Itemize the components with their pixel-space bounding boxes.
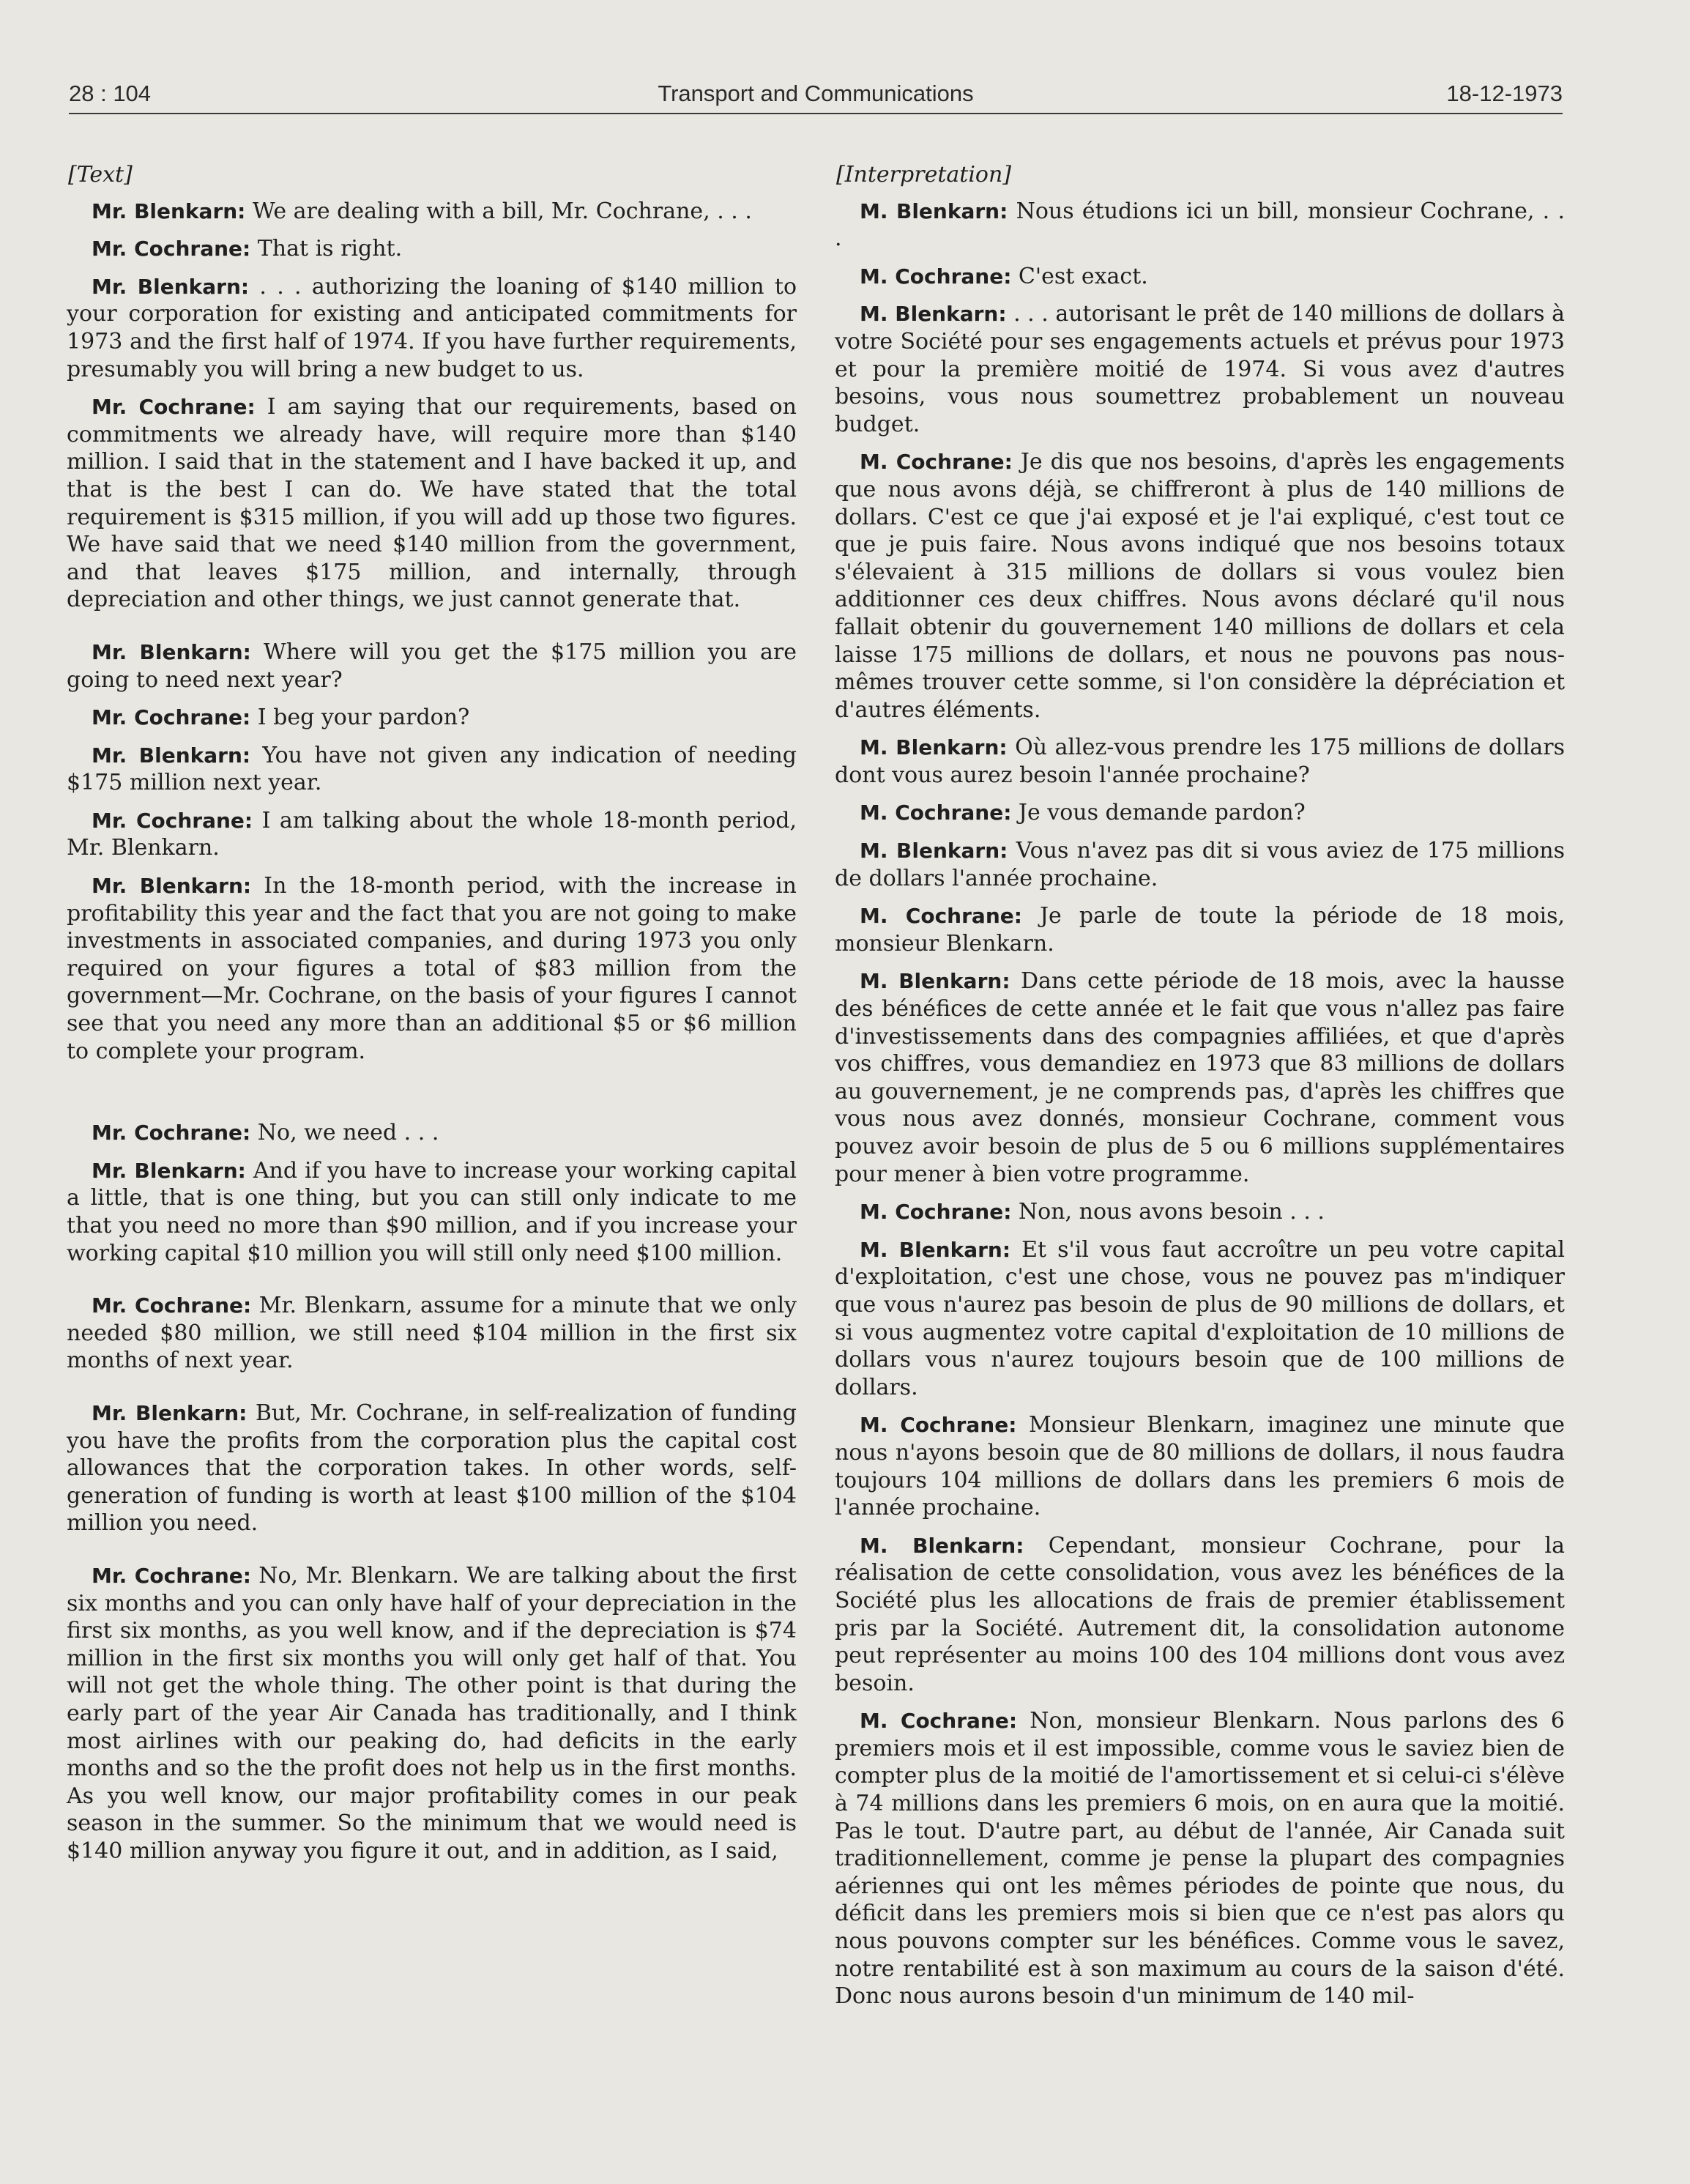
french-section-tag: [Interpretation] [836,162,1012,187]
speech-text: Mr. Blenkarn, assume for a minute that we only needed $80 million, we still need $104 million in the first six months of next year. [67,1293,797,1374]
speech-text: And if you have to increase your working capital a little, that is one thing, but you can still only indicate to me that you need no more than $90 million, and if you increase your working capital $10 million you will still only need $100 million. [67,1157,797,1266]
publication-title: Transport and Communications [658,81,974,106]
speaker-name: Mr. Blenkarn: [92,743,251,768]
french-paragraph [835,448,1565,724]
speaker-name: M. Blenkarn: [860,1533,1024,1558]
speech-text: . . . authorizing the loaning of $140 million to your corporation for existing and anticipated commitments for 1973 and the first half of 1974. If you have further requirements, presumably you will bring a new budget to us. [67,273,797,382]
speech-text: I am talking about the whole 18-month period, Mr. Blenkarn. [67,807,797,861]
english-paragraph [67,742,797,797]
speaker-name: M. Blenkarn: [860,839,1008,863]
english-paragraph [67,273,797,383]
english-paragraph [67,393,797,614]
french-paragraph [835,1411,1565,1521]
speech-text: Et s'il vous faut accroître un peu votre capital d'exploitation, c'est une chose, vous ne pouvez pas m'indiquer que vous n'aurez pas besoin de plus de 90 millions de dollars, et si vous augmentez votre capital d'exploitation de 10 millions de dollars vous n'aurez toujours besoin que de 100 millions de dollars. [835,1236,1565,1400]
speaker-name: Mr. Blenkarn: [92,639,251,664]
speaker-name: Mr. Cochrane: [92,1563,251,1588]
french-paragraph [835,1532,1565,1698]
speech-text: . . . autorisant le prêt de 140 millions de dollars à votre Société pour ses engagements actuels et prévus pour 1973 et pour la première moitié de 1974. Si vous avez d'autres besoins, vous nous soumettrez probablement un nouveau budget. [835,301,1565,437]
speaker-name: M. Cochrane: [860,264,1012,289]
speaker-name: M. Cochrane: [860,450,1013,475]
speaker-name: M. Cochrane: [860,1200,1012,1225]
speech-text: Nous étudions ici un bill, monsieur Cochrane, . . . [835,198,1565,252]
french-paragraph [835,1707,1565,2010]
speaker-name: Mr. Cochrane: [92,705,251,730]
speech-text: Je parle de toute la période de 18 mois, monsieur Blenkarn. [835,903,1565,957]
french-paragraph [835,198,1565,253]
speaker-name: M. Blenkarn: [860,969,1010,994]
english-paragraph [67,872,797,1065]
french-paragraph [835,1198,1565,1226]
english-paragraph [67,1119,797,1147]
french-paragraph [835,967,1565,1188]
speech-text: In the 18-month period, with the increase in profitability this year and the fact that you are not going to make investments in associated companies, and during 1973 you only required on your figures a total of $83 million from the government—Mr. Cochrane, on the basis of your figures I cannot see that you need any more than an additional $5 or $6 million to complete your program. [67,873,797,1064]
speaker-name: Mr. Cochrane: [92,395,256,420]
english-column [67,161,797,1875]
speech-text: No, we need . . . [250,1120,439,1146]
speaker-name: M. Blenkarn: [860,302,1007,327]
speech-text: Cependant, monsieur Cochrane, pour la réalisation de cette consolidation, vous avez les bénéfices de la Société plus les allocations de frais de premier établissement pris par la Société. Autrement dit, la consolidation autonome peut représenter au moins 100 des 104 millions dont vous avez besoin. [835,1532,1565,1696]
speech-text: Monsieur Blenkarn, imaginez une minute que nous n'ayons besoin que de 80 millions de dollars, il nous faudra toujours 104 millions de dollars dans les premiers 6 mois de l'année prochaine. [835,1412,1566,1521]
english-paragraph [67,235,797,263]
french-column [835,161,1565,2021]
speaker-name: M. Blenkarn: [860,1237,1011,1262]
speaker-name: Mr. Cochrane: [92,237,251,261]
speaker-name: Mr. Blenkarn: [92,1400,247,1425]
speaker-name: Mr. Blenkarn: [92,874,252,899]
speaker-name: Mr. Blenkarn: [92,1158,246,1183]
speech-text: You have not given any indication of needing $175 million next year. [67,742,797,796]
speech-text: Où allez-vous prendre les 175 millions de dollars dont vous aurez besoin l'année prochaine? [835,735,1565,788]
running-header [69,76,1563,114]
speaker-name: M. Cochrane: [860,1709,1018,1734]
english-paragraph [67,198,797,226]
speech-text: Dans cette période de 18 mois, avec la hausse des bénéfices de cette année et le fait que vous n'allez pas faire d'investissements dans des compagnies affiliées, et que d'après vos chiffres, vous demandiez en 1973 que 83 millions de dollars au gouvernement, je ne comprends pas, d'après les chiffres que vous nous avez donnés, monsieur Cochrane, comment vous pouvez avoir besoin de plus de 5 ou 6 millions supplémentaires pour mener à bien votre programme. [835,968,1565,1187]
speaker-name: M. Cochrane: [860,801,1012,825]
speaker-name: Mr. Cochrane: [92,1293,252,1318]
english-paragraph [67,1292,797,1375]
english-paragraph [67,1400,797,1537]
speech-text: Non, nous avons besoin . . . [1011,1199,1325,1225]
speech-text: Where will you get the $175 million you are going to need next year? [67,639,797,693]
french-paragraph [835,300,1565,438]
speech-text: Je dis que nos besoins, d'après les engagements que nous avons déjà, se chiffreront à plus de 140 millions de dollars. C'est ce que j'ai exposé et je l'ai expliqué, c'est tout ce que je puis faire. Nous avons indiqué que nos besoins totaux s'élevaient à 315 millions de dollars si vous voulez bien additionner ces deux chiffres. Nous avons déclaré qu'il nous fallait obtenir du gouvernement 140 millions de dollars et cela laisse 175 millions de dollars, et nous ne pouvons pas nous-mêmes trouver cette somme, si l'on considère la dépréciation et d'autres éléments. [835,449,1565,723]
french-paragraph [835,799,1565,827]
speech-text: I am saying that our requirements, based on commitments we already have, will require more than $140 million. I said that in the statement and I have backed it up, and that is the best I can do. We have stated that the total requirement is $315 million, if you will add up those two figures. We have said that we need $140 million from the government, and that leaves $175 million, and internally, through depreciation and other things, we just cannot generate that. [67,394,797,613]
header-date: 18-12-1973 [1446,81,1563,106]
speaker-name: M. Blenkarn: [860,198,1008,223]
english-paragraph [67,1157,797,1267]
speaker-name: Mr. Cochrane: [92,1121,251,1145]
speech-text: C'est exact. [1011,263,1148,289]
speech-text: I beg your pardon? [250,705,470,731]
speaker-name: M. Cochrane: [860,1413,1017,1438]
speech-text: But, Mr. Cochrane, in self-realization of funding you have the profits from the corporation plus the capital cost allowances that the corporation takes. In other words, self-generation of funding is worth at least $100 million of the $104 million you need. [67,1400,797,1537]
french-paragraph [835,263,1565,291]
speaker-name: Mr. Blenkarn: [92,198,246,223]
speaker-name: M. Blenkarn: [860,735,1008,760]
speaker-name: Mr. Blenkarn: [92,274,250,299]
page-number: 28 : 104 [69,81,152,106]
speech-text: Vous n'avez pas dit si vous aviez de 175 millions de dollars l'année prochaine. [835,838,1565,891]
french-paragraph [835,837,1565,892]
speech-text: We are dealing with a bill, Mr. Cochrane, . . . [245,198,752,224]
french-paragraph [835,902,1565,957]
speech-text: Je vous demande pardon? [1011,800,1306,826]
english-section-tag: [Text] [68,162,133,187]
speech-text: No, Mr. Blenkarn. We are talking about the first six months and you can only have half of your depreciation in the first six months, as you well know, and if the depreciation is $74 million in the first six months you will only get half of that. You will not get the whole thing. The other point is that during the early part of the year Air Canada has traditionally, and I think most airlines with our peaking do, had deficits in the early months and so the the profit does not help us in the first months. As you well know, our major profitability comes in our peak season in the summer. So the minimum that we would need is $140 million anyway you figure it out, and in addition, as I said, [67,1562,797,1864]
speaker-name: M. Cochrane: [860,904,1022,929]
french-paragraph [835,734,1565,789]
english-paragraph [67,704,797,732]
speech-text: Non, monsieur Blenkarn. Nous parlons des 6 premiers mois et il est impossible, comme vous le saviez bien de compter plus de la moitié de l'amortissement et si celui-ci s'élève à 74 millions dans les premiers 6 mois, on en aura que la moitié. Pas le tout. D'autre part, au début de l'année, Air Canada suit traditionnellement, comme je pense la plupart des compagnies aériennes qui ont les mêmes périodes de pointe que nous, du déficit dans les premiers mois si bien que ce n'est pas alors qu nous pouvons compter sur les bénéfices. Comme vous le savez, notre rentabilité est à son maximum au cours de la saison d'été. Donc nous aurons besoin d'un minimum de 140 mil- [835,1708,1565,2010]
speaker-name: Mr. Cochrane: [92,808,253,833]
french-paragraph [835,1236,1565,1402]
speech-text: That is right. [250,236,403,262]
english-paragraph [67,639,797,694]
english-paragraph [67,807,797,862]
english-paragraph [67,1562,797,1865]
